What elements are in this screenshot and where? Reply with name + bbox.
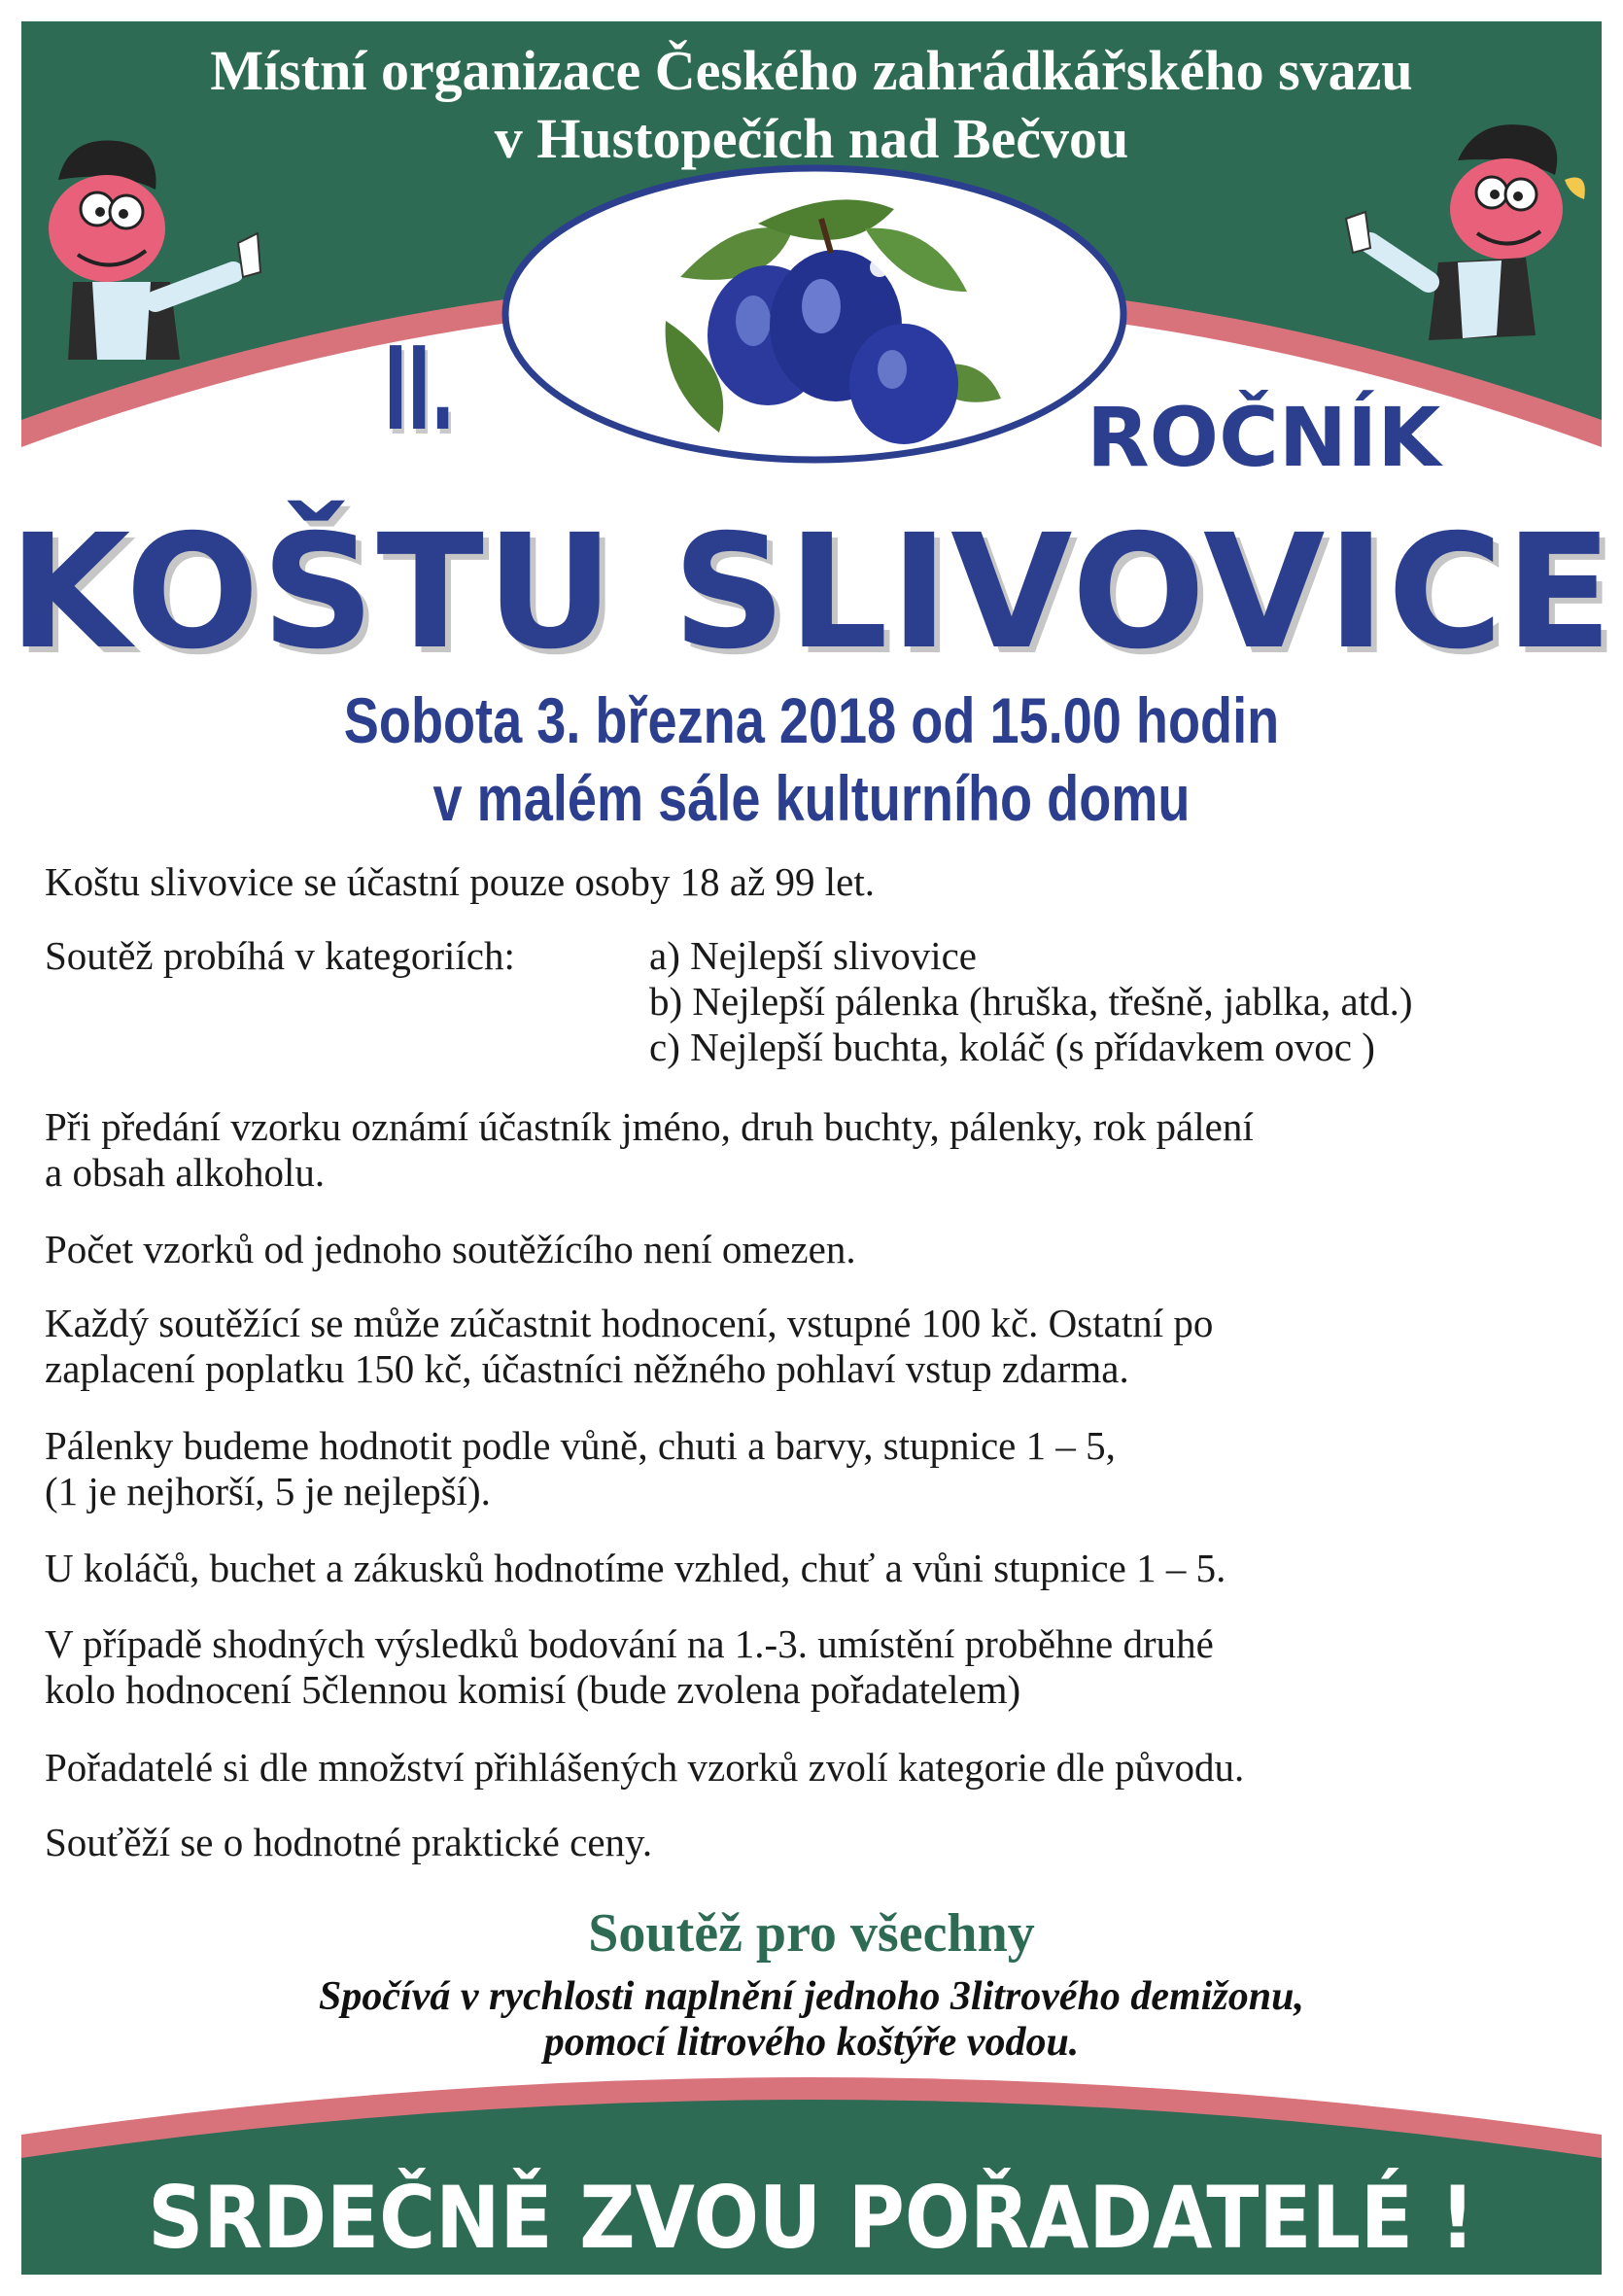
organization-location: v Hustopečích nad Bečvou: [494, 107, 1129, 170]
category-a: a) Nejlepší slivovice: [649, 933, 978, 978]
rules-age: Koštu slivovice se účastní pouze osoby 18 až 99 let.: [45, 859, 875, 904]
rules-count: Počet vzorků od jednoho soutěžícího není omezen.: [45, 1227, 856, 1271]
event-title: KOŠTU SLIVOVICE: [8, 502, 1615, 684]
rules-categories: [45, 933, 1561, 1069]
edition-word: ROČNÍK: [1087, 390, 1441, 485]
contest-description-line1: Spočívá v rychlosti naplnění jednoho 3litrového demižonu,: [319, 1974, 1304, 2019]
contest-description-line2: pomocí litrového koštýře vodou.: [543, 2020, 1080, 2065]
event-venue: v malém sále kulturního domu: [432, 762, 1191, 834]
rules-scoring: Pálenky budeme hodnotit podle vůně, chuti a barvy, stupnice 1 – 5, (1 je nejhorší, 5 je nejlepší).: [45, 1423, 1116, 1513]
rules-prizes: Souťěží se o hodnotné praktické ceny.: [45, 1820, 653, 1864]
rules-sample: Při předání vzorku oznámí účastník jméno, druh buchty, pálenky, rok pálení a obsah alkoholu.: [45, 1104, 1254, 1195]
footer-invitation: SRDEČNĚ ZVOU POŘADATELÉ !: [148, 2168, 1475, 2268]
contest-title: Soutěž pro všechny: [588, 1903, 1035, 1964]
edition-numeral: II.: [384, 322, 455, 456]
categories-intro: Soutěž probíhá v kategoriích:: [45, 933, 515, 978]
rules-fee: Každý soutěžící se může zúčastnit hodnocení, vstupné 100 kč. Ostatní po zaplacení poplatku 150 kč, účastníci něžného pohlaví vstup zdarma.: [45, 1301, 1214, 1391]
rules-cakes: U koláčů, buchet a zákusků hodnotíme vzhled, chuť a vůni stupnice 1 – 5.: [45, 1546, 1226, 1590]
organization-name: Místní organizace Českého zahrádkářského svazu: [210, 39, 1413, 102]
category-b: b) Nejlepší pálenka (hruška, třešně, jablka, atd.): [649, 979, 1413, 1024]
rules-origin: Pořadatelé si dle množství přihlášených vzorků zvolí kategorie dle původu.: [45, 1745, 1245, 1790]
rules-tie: V případě shodných výsledků bodování na 1.-3. umístění proběhne druhé kolo hodnocení 5člennou komisí (bude zvolena pořadatelem): [45, 1621, 1214, 1712]
event-date: Sobota 3. března 2018 od 15.00 hodin: [343, 684, 1280, 756]
category-c: c) Nejlepší buchta, koláč (s přídavkem ovoc ): [649, 1025, 1375, 1069]
